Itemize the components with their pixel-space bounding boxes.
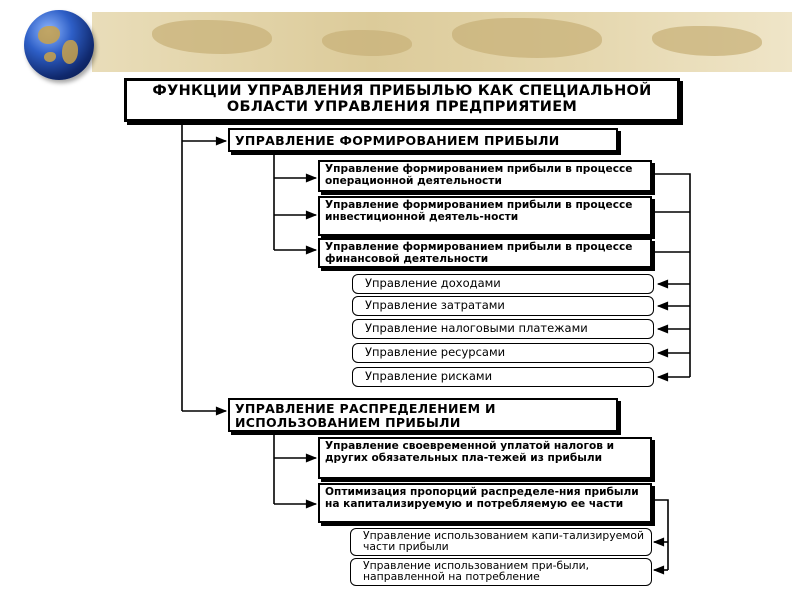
task-box: Управление своевременной уплатой налогов и других обязательных пла-тежей из прибыли <box>318 437 652 479</box>
diagram-title: ФУНКЦИИ УПРАВЛЕНИЯ ПРИБЫЛЬЮ КАК СПЕЦИАЛЬНОЙ ОБЛАСТИ УПРАВЛЕНИЯ ПРЕДПРИЯТИЕМ <box>124 78 680 122</box>
activity-box: Управление формированием прибыли в процессе финансовой деятельности <box>318 238 652 268</box>
activity-box: Управление формированием прибыли в процессе инвестиционной деятель-ности <box>318 196 652 236</box>
formation-heading: УПРАВЛЕНИЕ ФОРМИРОВАНИЕМ ПРИБЫЛИ <box>228 128 618 152</box>
use-box: Управление использованием капи-тализируемой части прибыли <box>350 528 652 556</box>
function-box: Управление доходами <box>352 274 654 294</box>
function-box: Управление затратами <box>352 296 654 316</box>
distribution-heading: УПРАВЛЕНИЕ РАСПРЕДЕЛЕНИЕМ И ИСПОЛЬЗОВАНИЕМ ПРИБЫЛИ <box>228 398 618 432</box>
use-box: Управление использованием при-были, направленной на потребление <box>350 558 652 586</box>
function-box: Управление ресурсами <box>352 343 654 363</box>
task-box: Оптимизация пропорций распределе-ния прибыли на капитализируемую и потребляемую ее части <box>318 483 652 523</box>
function-box: Управление налоговыми платежами <box>352 319 654 339</box>
function-box: Управление рисками <box>352 367 654 387</box>
activity-box: Управление формированием прибыли в процессе операционной деятельности <box>318 160 652 192</box>
